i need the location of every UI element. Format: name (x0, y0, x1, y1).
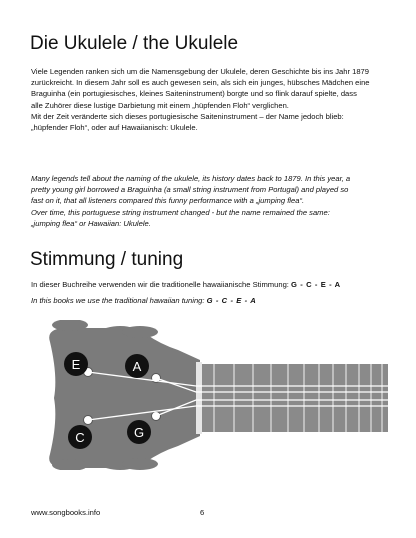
svg-text:E: E (71, 357, 81, 372)
tuning-text: In this books we use the traditional hawaiian tuning: (31, 296, 207, 305)
text-line: „hüpfender Floh“, oder auf Hawaiianisch: Ukulele. (31, 123, 198, 133)
tuning-line-english (31, 296, 256, 305)
headstock (49, 326, 200, 470)
text-line: Mit der Zeit veränderte sich dieses portugiesische Saiteninstrument – der Name jedoch blieb: (31, 111, 344, 121)
text-line: Viele Legenden ranken sich um die Namensgebung der Ukulele, deren Geschichte bis ins Jahr 1879 (31, 67, 369, 76)
section-title-tuning: Stimmung / tuning (30, 249, 184, 270)
tuning-line-german (31, 280, 341, 289)
peg-label-c (68, 425, 92, 449)
peg-label-g (127, 420, 151, 444)
text-line: fast on it, that all listeners compared this funny performance with a „jumping flea“. (31, 196, 305, 206)
svg-text:G: G (133, 425, 145, 440)
peg-label-a (125, 354, 149, 378)
text-line: „jumping flea“ or Hawaiian: Ukulele. (31, 218, 151, 228)
tuning-text: In dieser Buchreihe verwenden wir die traditionelle hawaiianische Stimmung: (31, 280, 292, 289)
page-number: 6 (200, 508, 205, 517)
section-title-ukulele: Die Ukulele / the Ukulele (30, 33, 239, 54)
svg-text:C: C (75, 430, 85, 445)
peg-label-e (64, 352, 88, 376)
footer-url: www.songbooks.info (31, 508, 101, 517)
svg-text:A: A (132, 359, 142, 374)
text-line: pretty young girl borrowed a Braguinha (a small string instrument from Portugal) and played so (31, 185, 349, 195)
tuning-notes: G - C - E - A (206, 296, 257, 305)
text-line: zurückreicht. In diesem Jahr soll es auch gewesen sein, als sich ein junges, hübsches Mädchen eine (31, 78, 370, 88)
text-line: Many legends tell about the naming of the ukulele, its history dates back to 1879. In this year, a (31, 174, 351, 183)
text-line: Braguinha (ein portugiesisches, kleines Saiteninstrument) borgte und so flink darauf spielte, dass (31, 89, 357, 99)
nut (196, 362, 202, 434)
german-history-paragraph (31, 66, 389, 133)
english-history-paragraph (31, 173, 389, 229)
fretboard (200, 364, 388, 432)
text-line: alle Zuhörer diese lustige Darbietung mit einem „hüpfenden Floh“ verglichen. (31, 100, 289, 110)
tuning-notes: G - C - E - A (291, 280, 341, 289)
text-line: Over time, this portuguese string instrument changed - but the name remained the same: (31, 207, 330, 217)
ukulele-headstock-illustration (28, 320, 388, 470)
